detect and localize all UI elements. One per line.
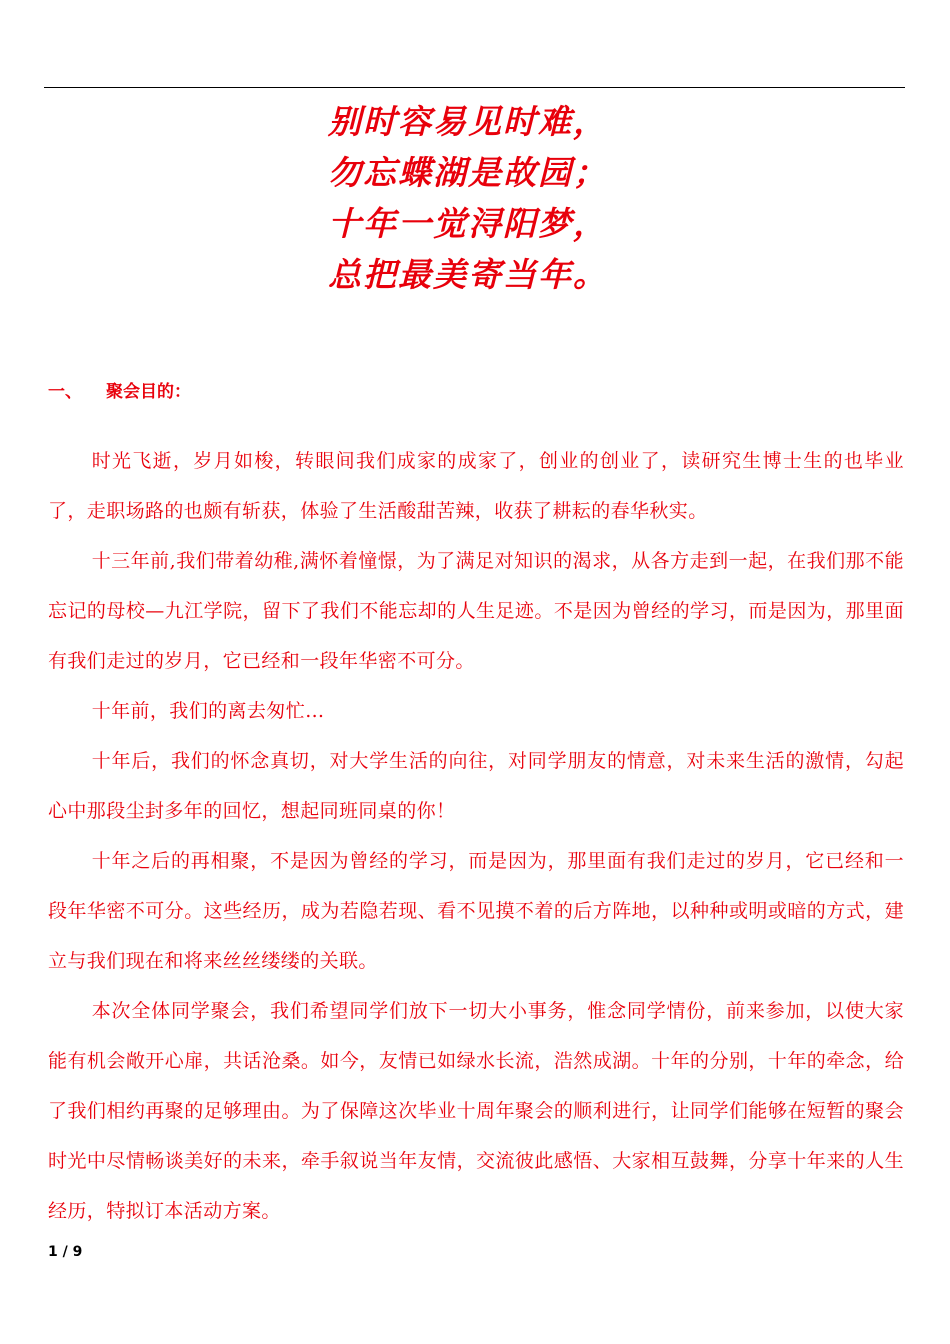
poem-line-4: 总把最美寄当年。	[328, 255, 608, 294]
poem-line-2: 勿忘蝶湖是故园；	[328, 153, 608, 192]
paragraph-4: 十年后，我们的怀念真切，对大学生活的向往，对同学朋友的情意，对未来生活的激情，勾起心中那段尘封多年的回忆，想起同班同桌的你！	[48, 750, 904, 822]
paragraph-3: 十年前，我们的离去匆忙…	[91, 700, 325, 722]
poem-line-3: 十年一觉浔阳梦，	[328, 204, 608, 243]
poem-block	[328, 96, 608, 300]
page-number: 1 / 9	[48, 1244, 83, 1260]
paragraph-2: 十三年前,我们带着幼稚,满怀着憧憬，为了满足对知识的渴求，从各方走到一起，在我们那不能忘记的母校—九江学院，留下了我们不能忘却的人生足迹。不是因为曾经的学习，而是因为，那里面有我们走过的岁月，它已经和一段年华密不可分。	[48, 550, 904, 672]
section-number: 一、	[48, 382, 82, 402]
paragraph-6: 本次全体同学聚会，我们希望同学们放下一切大小事务，惟念同学情份，前来参加，以使大家能有机会敞开心扉，共话沧桑。如今，友情已如绿水长流，浩然成湖。十年的分别，十年的牵念，给了我们相约再聚的足够理由。为了保障这次毕业十周年聚会的顺利进行，让同学们能够在短暂的聚会时光中尽情畅谈美好的未来，牵手叙说当年友情，交流彼此感悟、大家相互鼓舞，分享十年来的人生经历，特拟订本活动方案。	[48, 1000, 904, 1222]
poem-line-1: 别时容易见时难，	[328, 102, 608, 141]
section-title: 聚会目的：	[106, 382, 191, 402]
header-rule	[44, 87, 905, 88]
section-heading	[48, 377, 191, 402]
body-text	[48, 436, 904, 1236]
paragraph-1: 时光飞逝，岁月如梭，转眼间我们成家的成家了，创业的创业了，读研究生博士生的也毕业了，走职场路的也颇有斩获，体验了生活酸甜苦辣，收获了耕耘的春华秋实。	[48, 450, 904, 522]
paragraph-5: 十年之后的再相聚，不是因为曾经的学习，而是因为，那里面有我们走过的岁月，它已经和一段年华密不可分。这些经历，成为若隐若现、看不见摸不着的后方阵地，以种种或明或暗的方式，建立与我们现在和将来丝丝缕缕的关联。	[48, 850, 904, 972]
